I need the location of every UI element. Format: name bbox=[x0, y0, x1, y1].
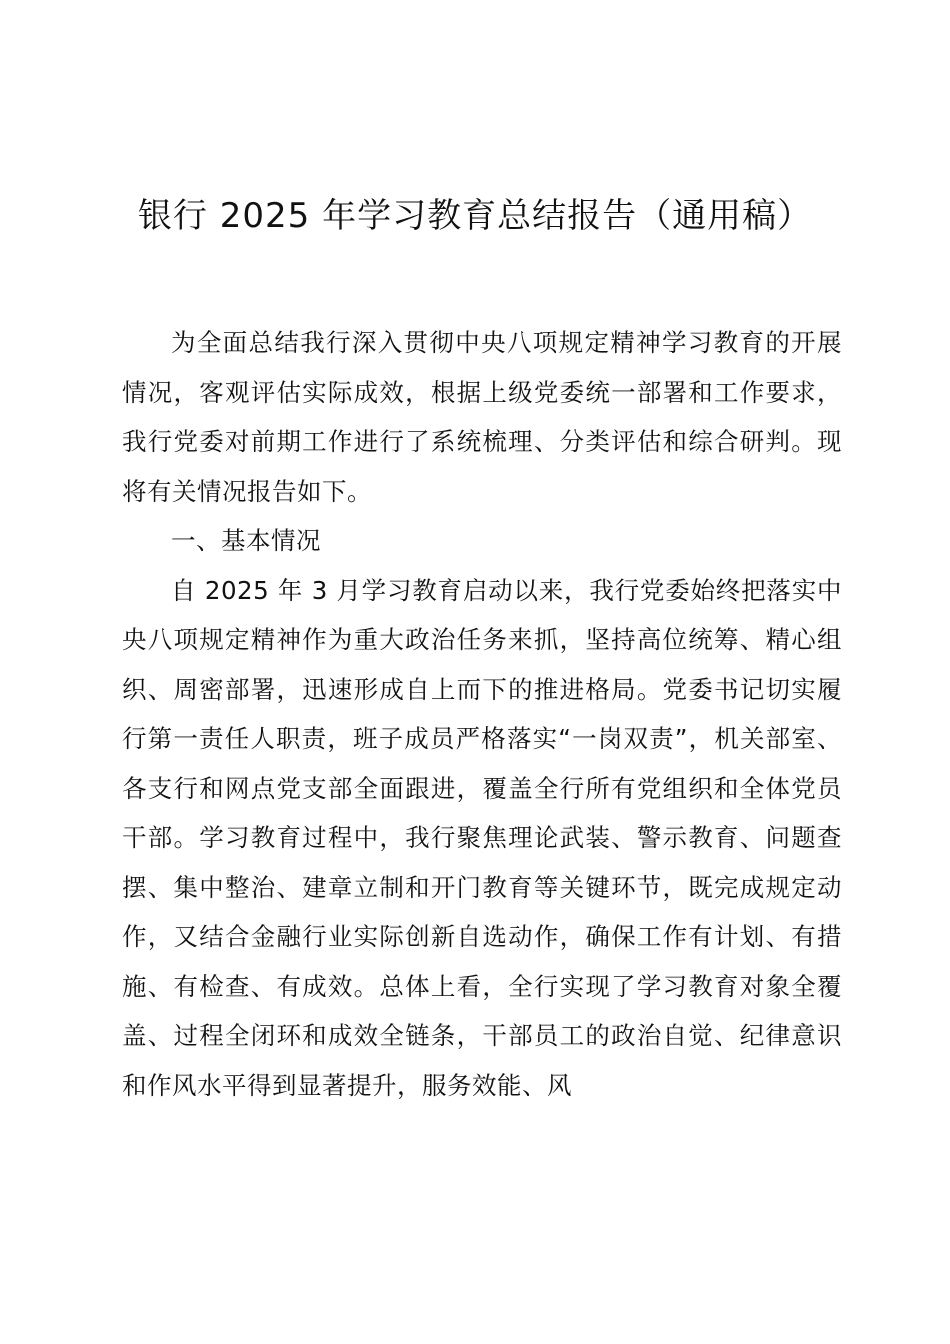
document-title: 银行 2025 年学习教育总结报告（通用稿） bbox=[137, 196, 813, 236]
section-heading-basic-situation: 一、基本情况 bbox=[171, 526, 321, 555]
basic-situation-paragraph: 自 2025 年 3 月学习教育启动以来，我行党委始终把落实中央八项规定精神作为重大政治任务来抓，坚持高位统筹、精心组织、周密部署，迅速形成自上而下的推进格局。党委书记切实履行第一责任人职责，班子成员严格落实“一岗双责”，机关部室、各支行和网点党支部全面跟进，覆盖全行所有党组织和全体党员干部。学习教育过程中，我行聚焦理论武装、警示教育、问题查摆、集中整治、建章立制和开门教育等关键环节，既完成规定动作，又结合金融行业实际创新自选动作，确保工作有计划、有措施、有检查、有成效。总体上看，全行实现了学习教育对象全覆盖、过程全闭环和成效全链条，干部员工的政治自觉、纪律意识和作风水平得到显著提升，服务效能、风 bbox=[122, 575, 842, 1100]
document-body bbox=[122, 318, 842, 1110]
intro-paragraph: 为全面总结我行深入贯彻中央八项规定精神学习教育的开展情况，客观评估实际成效，根据上级党委统一部署和工作要求，我行党委对前期工作进行了系统梳理、分类评估和综合研判。现将有关情况报告如下。 bbox=[122, 328, 842, 506]
